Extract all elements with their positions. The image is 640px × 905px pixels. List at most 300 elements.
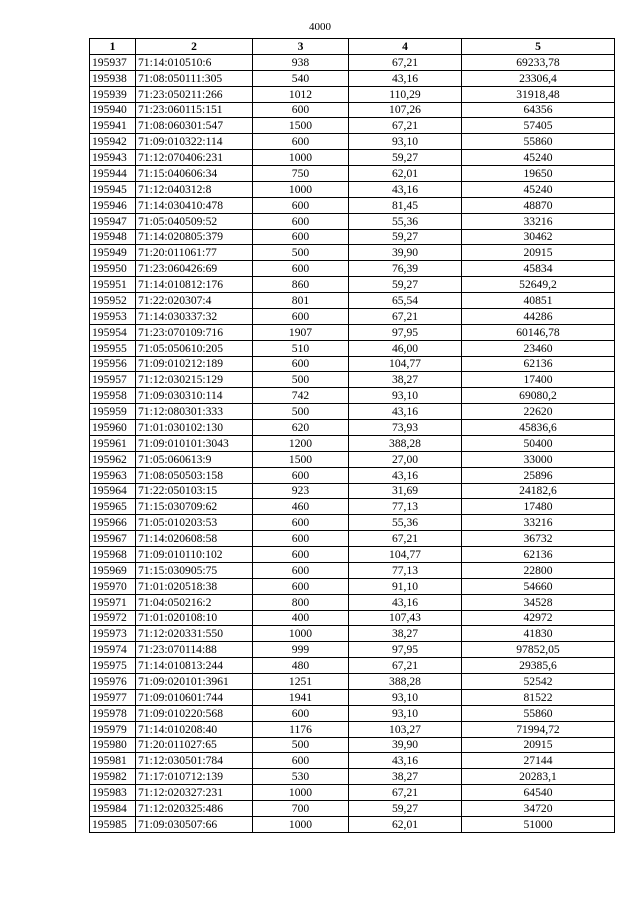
amount-cell: 62136 [462, 356, 615, 372]
area-cell: 530 [253, 769, 349, 785]
area-cell: 400 [253, 610, 349, 626]
cadastral-number-cell: 71:23:060115:151 [136, 102, 253, 118]
registry-table [89, 38, 615, 833]
cadastral-number-cell: 71:12:030215:129 [136, 372, 253, 388]
cadastral-number-cell: 71:22:020307:4 [136, 293, 253, 309]
cadastral-number-cell: 71:14:030410:478 [136, 197, 253, 213]
row-number-cell: 195964 [90, 483, 136, 499]
rate-cell: 388,28 [349, 435, 462, 451]
table-row [90, 705, 615, 721]
amount-cell: 60146,78 [462, 324, 615, 340]
amount-cell: 25896 [462, 467, 615, 483]
cadastral-number-cell: 71:05:010203:53 [136, 515, 253, 531]
amount-cell: 33000 [462, 451, 615, 467]
row-number-cell: 195949 [90, 245, 136, 261]
cadastral-number-cell: 71:09:010101:3043 [136, 435, 253, 451]
area-cell: 1500 [253, 118, 349, 134]
row-number-cell: 195952 [90, 293, 136, 309]
area-cell: 620 [253, 420, 349, 436]
cadastral-number-cell: 71:01:020518:38 [136, 578, 253, 594]
amount-cell: 48870 [462, 197, 615, 213]
amount-cell: 34528 [462, 594, 615, 610]
table-row [90, 150, 615, 166]
table-row [90, 118, 615, 134]
rate-cell: 103,27 [349, 721, 462, 737]
table-row [90, 324, 615, 340]
amount-cell: 57405 [462, 118, 615, 134]
table-row [90, 658, 615, 674]
row-number-cell: 195958 [90, 388, 136, 404]
table-row [90, 388, 615, 404]
amount-cell: 45240 [462, 150, 615, 166]
cadastral-number-cell: 71:14:010813:244 [136, 658, 253, 674]
rate-cell: 43,16 [349, 181, 462, 197]
cadastral-number-cell: 71:14:010510:6 [136, 54, 253, 70]
area-cell: 500 [253, 245, 349, 261]
row-number-cell: 195963 [90, 467, 136, 483]
table-row [90, 229, 615, 245]
amount-cell: 55860 [462, 134, 615, 150]
rate-cell: 388,28 [349, 674, 462, 690]
table-row [90, 499, 615, 515]
amount-cell: 97852,05 [462, 642, 615, 658]
cadastral-number-cell: 71:12:080301:333 [136, 404, 253, 420]
area-cell: 1907 [253, 324, 349, 340]
area-cell: 600 [253, 467, 349, 483]
area-cell: 600 [253, 308, 349, 324]
area-cell: 1000 [253, 150, 349, 166]
amount-cell: 19650 [462, 166, 615, 182]
amount-cell: 52649,2 [462, 277, 615, 293]
row-number-cell: 195984 [90, 801, 136, 817]
row-number-cell: 195944 [90, 166, 136, 182]
row-number-cell: 195937 [90, 54, 136, 70]
table-row [90, 816, 615, 832]
rate-cell: 67,21 [349, 54, 462, 70]
cadastral-number-cell: 71:09:010601:744 [136, 689, 253, 705]
amount-cell: 71994,72 [462, 721, 615, 737]
cadastral-number-cell: 71:20:011061:77 [136, 245, 253, 261]
row-number-cell: 195968 [90, 547, 136, 563]
row-number-cell: 195946 [90, 197, 136, 213]
row-number-cell: 195965 [90, 499, 136, 515]
amount-cell: 20915 [462, 737, 615, 753]
area-cell: 600 [253, 562, 349, 578]
amount-cell: 17480 [462, 499, 615, 515]
area-cell: 600 [253, 356, 349, 372]
amount-cell: 81522 [462, 689, 615, 705]
area-cell: 1000 [253, 181, 349, 197]
row-number-cell: 195981 [90, 753, 136, 769]
table-row [90, 356, 615, 372]
rate-cell: 46,00 [349, 340, 462, 356]
amount-cell: 45836,6 [462, 420, 615, 436]
row-number-cell: 195962 [90, 451, 136, 467]
table-row [90, 435, 615, 451]
area-cell: 1200 [253, 435, 349, 451]
column-header-4: 4 [349, 39, 462, 55]
cadastral-number-cell: 71:09:030310:114 [136, 388, 253, 404]
rate-cell: 93,10 [349, 705, 462, 721]
rate-cell: 43,16 [349, 594, 462, 610]
rate-cell: 38,27 [349, 626, 462, 642]
area-cell: 540 [253, 70, 349, 86]
cadastral-number-cell: 71:08:050503:158 [136, 467, 253, 483]
cadastral-number-cell: 71:20:011027:65 [136, 737, 253, 753]
rate-cell: 107,43 [349, 610, 462, 626]
row-number-cell: 195947 [90, 213, 136, 229]
amount-cell: 22620 [462, 404, 615, 420]
rate-cell: 62,01 [349, 816, 462, 832]
cadastral-number-cell: 71:12:070406:231 [136, 150, 253, 166]
row-number-cell: 195956 [90, 356, 136, 372]
rate-cell: 67,21 [349, 785, 462, 801]
amount-cell: 51000 [462, 816, 615, 832]
column-header-3: 3 [253, 39, 349, 55]
amount-cell: 23306,4 [462, 70, 615, 86]
amount-cell: 64540 [462, 785, 615, 801]
rate-cell: 93,10 [349, 134, 462, 150]
area-cell: 1012 [253, 86, 349, 102]
rate-cell: 67,21 [349, 308, 462, 324]
row-number-cell: 195972 [90, 610, 136, 626]
rate-cell: 104,77 [349, 356, 462, 372]
cadastral-number-cell: 71:23:050211:266 [136, 86, 253, 102]
rate-cell: 91,10 [349, 578, 462, 594]
rate-cell: 73,93 [349, 420, 462, 436]
cadastral-number-cell: 71:01:030102:130 [136, 420, 253, 436]
area-cell: 600 [253, 705, 349, 721]
cadastral-number-cell: 71:08:050111:305 [136, 70, 253, 86]
cadastral-number-cell: 71:05:040509:52 [136, 213, 253, 229]
amount-cell: 44286 [462, 308, 615, 324]
cadastral-number-cell: 71:09:010212:189 [136, 356, 253, 372]
table-row [90, 86, 615, 102]
amount-cell: 45834 [462, 261, 615, 277]
row-number-cell: 195969 [90, 562, 136, 578]
table-row [90, 308, 615, 324]
rate-cell: 67,21 [349, 531, 462, 547]
amount-cell: 33216 [462, 515, 615, 531]
area-cell: 600 [253, 213, 349, 229]
rate-cell: 77,13 [349, 562, 462, 578]
rate-cell: 97,95 [349, 324, 462, 340]
row-number-cell: 195959 [90, 404, 136, 420]
table-row [90, 467, 615, 483]
area-cell: 600 [253, 261, 349, 277]
row-number-cell: 195960 [90, 420, 136, 436]
row-number-cell: 195951 [90, 277, 136, 293]
rate-cell: 38,27 [349, 769, 462, 785]
area-cell: 999 [253, 642, 349, 658]
cadastral-number-cell: 71:09:020101:3961 [136, 674, 253, 690]
row-number-cell: 195950 [90, 261, 136, 277]
area-cell: 700 [253, 801, 349, 817]
header-row [90, 39, 615, 55]
cadastral-number-cell: 71:05:050610:205 [136, 340, 253, 356]
column-header-2: 2 [136, 39, 253, 55]
amount-cell: 62136 [462, 547, 615, 563]
row-number-cell: 195945 [90, 181, 136, 197]
row-number-cell: 195957 [90, 372, 136, 388]
rate-cell: 110,29 [349, 86, 462, 102]
table-row [90, 420, 615, 436]
amount-cell: 31918,48 [462, 86, 615, 102]
row-number-cell: 195976 [90, 674, 136, 690]
row-number-cell: 195948 [90, 229, 136, 245]
amount-cell: 55860 [462, 705, 615, 721]
rate-cell: 76,39 [349, 261, 462, 277]
rate-cell: 93,10 [349, 689, 462, 705]
row-number-cell: 195938 [90, 70, 136, 86]
amount-cell: 20915 [462, 245, 615, 261]
area-cell: 600 [253, 134, 349, 150]
table-row [90, 785, 615, 801]
cadastral-number-cell: 71:04:050216:2 [136, 594, 253, 610]
rate-cell: 77,13 [349, 499, 462, 515]
table-row [90, 562, 615, 578]
cadastral-number-cell: 71:15:030709:62 [136, 499, 253, 515]
row-number-cell: 195978 [90, 705, 136, 721]
rate-cell: 31,69 [349, 483, 462, 499]
amount-cell: 42972 [462, 610, 615, 626]
area-cell: 1000 [253, 626, 349, 642]
table-row [90, 674, 615, 690]
cadastral-number-cell: 71:17:010712:139 [136, 769, 253, 785]
area-cell: 600 [253, 531, 349, 547]
area-cell: 1000 [253, 785, 349, 801]
amount-cell: 17400 [462, 372, 615, 388]
rate-cell: 107,26 [349, 102, 462, 118]
table-body [90, 54, 615, 832]
cadastral-number-cell: 71:09:030507:66 [136, 816, 253, 832]
row-number-cell: 195940 [90, 102, 136, 118]
cadastral-number-cell: 71:14:020608:58 [136, 531, 253, 547]
row-number-cell: 195939 [90, 86, 136, 102]
amount-cell: 30462 [462, 229, 615, 245]
rate-cell: 43,16 [349, 467, 462, 483]
area-cell: 600 [253, 229, 349, 245]
area-cell: 1251 [253, 674, 349, 690]
table-row [90, 277, 615, 293]
table-row [90, 721, 615, 737]
cadastral-number-cell: 71:09:010220:568 [136, 705, 253, 721]
table-row [90, 642, 615, 658]
cadastral-number-cell: 71:22:050103:15 [136, 483, 253, 499]
area-cell: 600 [253, 102, 349, 118]
area-cell: 600 [253, 753, 349, 769]
table-row [90, 213, 615, 229]
cadastral-number-cell: 71:14:020805:379 [136, 229, 253, 245]
row-number-cell: 195979 [90, 721, 136, 737]
amount-cell: 50400 [462, 435, 615, 451]
table-row [90, 70, 615, 86]
cadastral-number-cell: 71:09:010110:102 [136, 547, 253, 563]
cadastral-number-cell: 71:14:010812:176 [136, 277, 253, 293]
table-row [90, 54, 615, 70]
row-number-cell: 195980 [90, 737, 136, 753]
amount-cell: 52542 [462, 674, 615, 690]
amount-cell: 23460 [462, 340, 615, 356]
rate-cell: 55,36 [349, 515, 462, 531]
table-row [90, 451, 615, 467]
row-number-cell: 195985 [90, 816, 136, 832]
row-number-cell: 195977 [90, 689, 136, 705]
table-row [90, 166, 615, 182]
area-cell: 600 [253, 197, 349, 213]
amount-cell: 69233,78 [462, 54, 615, 70]
rate-cell: 39,90 [349, 737, 462, 753]
table-row [90, 197, 615, 213]
column-header-5: 5 [462, 39, 615, 55]
area-cell: 460 [253, 499, 349, 515]
rate-cell: 104,77 [349, 547, 462, 563]
row-number-cell: 195943 [90, 150, 136, 166]
rate-cell: 65,54 [349, 293, 462, 309]
row-number-cell: 195953 [90, 308, 136, 324]
rate-cell: 81,45 [349, 197, 462, 213]
rate-cell: 59,27 [349, 150, 462, 166]
row-number-cell: 195975 [90, 658, 136, 674]
cadastral-number-cell: 71:15:040606:34 [136, 166, 253, 182]
row-number-cell: 195974 [90, 642, 136, 658]
amount-cell: 69080,2 [462, 388, 615, 404]
rate-cell: 67,21 [349, 658, 462, 674]
table-row [90, 578, 615, 594]
amount-cell: 54660 [462, 578, 615, 594]
table-row [90, 689, 615, 705]
area-cell: 600 [253, 578, 349, 594]
row-number-cell: 195942 [90, 134, 136, 150]
row-number-cell: 195971 [90, 594, 136, 610]
cadastral-number-cell: 71:14:010208:40 [136, 721, 253, 737]
table-row [90, 769, 615, 785]
area-cell: 1000 [253, 816, 349, 832]
area-cell: 750 [253, 166, 349, 182]
area-cell: 923 [253, 483, 349, 499]
rate-cell: 27,00 [349, 451, 462, 467]
amount-cell: 45240 [462, 181, 615, 197]
cadastral-number-cell: 71:01:020108:10 [136, 610, 253, 626]
row-number-cell: 195955 [90, 340, 136, 356]
amount-cell: 29385,6 [462, 658, 615, 674]
cadastral-number-cell: 71:14:030337:32 [136, 308, 253, 324]
amount-cell: 36732 [462, 531, 615, 547]
table-row [90, 753, 615, 769]
column-header-1: 1 [90, 39, 136, 55]
table-row [90, 102, 615, 118]
row-number-cell: 195961 [90, 435, 136, 451]
area-cell: 860 [253, 277, 349, 293]
cadastral-number-cell: 71:08:060301:547 [136, 118, 253, 134]
amount-cell: 27144 [462, 753, 615, 769]
rate-cell: 97,95 [349, 642, 462, 658]
table-row [90, 547, 615, 563]
table-row [90, 483, 615, 499]
area-cell: 510 [253, 340, 349, 356]
rate-cell: 39,90 [349, 245, 462, 261]
amount-cell: 40851 [462, 293, 615, 309]
area-cell: 480 [253, 658, 349, 674]
row-number-cell: 195966 [90, 515, 136, 531]
area-cell: 600 [253, 547, 349, 563]
area-cell: 800 [253, 594, 349, 610]
cadastral-number-cell: 71:15:030905:75 [136, 562, 253, 578]
cadastral-number-cell: 71:23:070109:716 [136, 324, 253, 340]
rate-cell: 93,10 [349, 388, 462, 404]
page-number: 4000 [309, 21, 331, 33]
row-number-cell: 195954 [90, 324, 136, 340]
area-cell: 600 [253, 515, 349, 531]
rate-cell: 59,27 [349, 801, 462, 817]
amount-cell: 24182,6 [462, 483, 615, 499]
rate-cell: 43,16 [349, 404, 462, 420]
amount-cell: 22800 [462, 562, 615, 578]
amount-cell: 41830 [462, 626, 615, 642]
amount-cell: 33216 [462, 213, 615, 229]
row-number-cell: 195967 [90, 531, 136, 547]
cadastral-number-cell: 71:12:020331:550 [136, 626, 253, 642]
area-cell: 500 [253, 372, 349, 388]
cadastral-number-cell: 71:12:040312:8 [136, 181, 253, 197]
row-number-cell: 195983 [90, 785, 136, 801]
cadastral-number-cell: 71:12:030501:784 [136, 753, 253, 769]
table-row [90, 181, 615, 197]
area-cell: 1176 [253, 721, 349, 737]
rate-cell: 55,36 [349, 213, 462, 229]
area-cell: 1500 [253, 451, 349, 467]
rate-cell: 67,21 [349, 118, 462, 134]
cadastral-number-cell: 71:23:070114:88 [136, 642, 253, 658]
table-row [90, 340, 615, 356]
rate-cell: 38,27 [349, 372, 462, 388]
table-row [90, 801, 615, 817]
cadastral-number-cell: 71:09:010322:114 [136, 134, 253, 150]
area-cell: 742 [253, 388, 349, 404]
rate-cell: 59,27 [349, 277, 462, 293]
cadastral-number-cell: 71:05:060613:9 [136, 451, 253, 467]
area-cell: 500 [253, 404, 349, 420]
area-cell: 801 [253, 293, 349, 309]
rate-cell: 59,27 [349, 229, 462, 245]
table-row [90, 515, 615, 531]
rate-cell: 43,16 [349, 753, 462, 769]
table-row [90, 610, 615, 626]
row-number-cell: 195973 [90, 626, 136, 642]
area-cell: 500 [253, 737, 349, 753]
table-row [90, 245, 615, 261]
amount-cell: 20283,1 [462, 769, 615, 785]
rate-cell: 43,16 [349, 70, 462, 86]
table-row [90, 626, 615, 642]
row-number-cell: 195941 [90, 118, 136, 134]
amount-cell: 34720 [462, 801, 615, 817]
amount-cell: 64356 [462, 102, 615, 118]
table-row [90, 737, 615, 753]
table-row [90, 404, 615, 420]
row-number-cell: 195970 [90, 578, 136, 594]
table-row [90, 372, 615, 388]
cadastral-number-cell: 71:12:020325:486 [136, 801, 253, 817]
area-cell: 938 [253, 54, 349, 70]
table-row [90, 293, 615, 309]
cadastral-number-cell: 71:12:020327:231 [136, 785, 253, 801]
table-row [90, 261, 615, 277]
table-row [90, 531, 615, 547]
table-row [90, 594, 615, 610]
area-cell: 1941 [253, 689, 349, 705]
row-number-cell: 195982 [90, 769, 136, 785]
